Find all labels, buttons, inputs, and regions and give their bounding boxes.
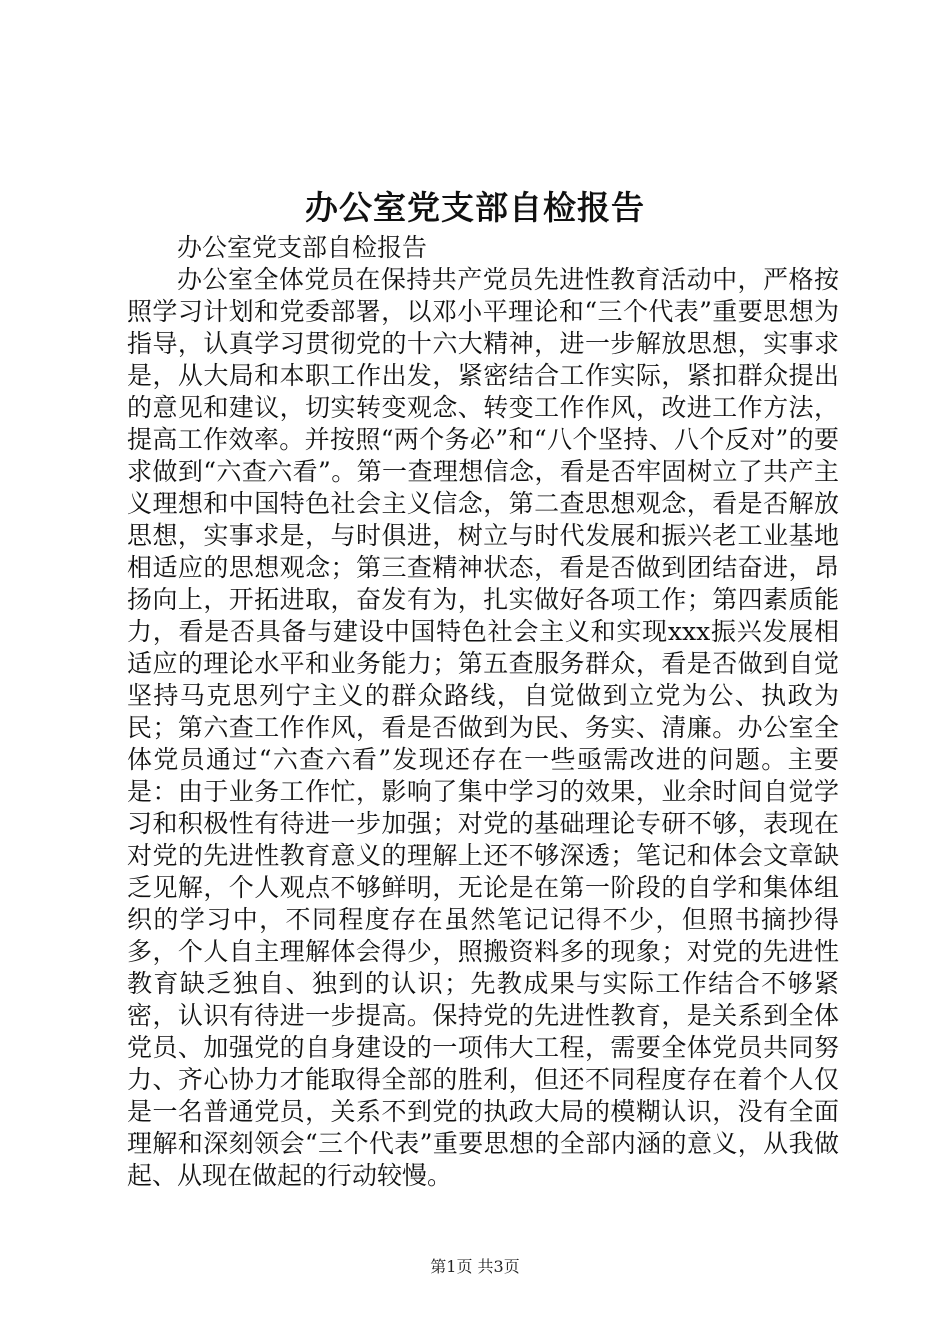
document-title: 办公室党支部自检报告 bbox=[305, 188, 645, 227]
page-number-footer: 第1页 共3页 bbox=[430, 1257, 520, 1276]
body-paragraph-subtitle: 办公室党支部自检报告 bbox=[177, 233, 428, 262]
body-paragraph-main: 办公室全体党员在保持共产党员先进性教育活动中，严格按照学习计划和党委部署，以邓小平理论和“三个代表”重要思想为指导，认真学习贯彻党的十六大精神，进一步解放思想，实事求是，从大局和本职工作出发，紧密结合工作实际，紧扣群众提出的意见和建议，切实转变观念、转变工作作风，改进工作方法，提高工作效率。并按照“两个务必”和“八个坚持、八个反对”的要求做到“六查六看”。第一查理想信念，看是否牢固树立了共产主义理想和中国特色社会主义信念，第二查思想观念，看是否解放思想，实事求是，与时俱进，树立与时代发展和振兴老工业基地相适应的思想观念；第三查精神状态，看是否做到团结奋进，昂扬向上，开拓进取，奋发有为，扎实做好各项工作；第四素质能力，看是否具备与建设中国特色社会主义和实现xxx振兴发展相适应的理论水平和业务能力；第五查服务群众，看是否做到自觉坚持马克思列宁主义的群众路线，自觉做到立党为公、执政为民；第六查工作作风，看是否做到为民、务实、清廉。办公室全体党员通过“六查六看”发现还存在一些亟需改进的问题。主要是：由于业务工作忙，影响了集中学习的效果，业余时间自觉学习和积极性有待进一步加强；对党的基础理论专研不够，表现在对党的先进性教育意义的理解上还不够深透；笔记和体会文章缺乏见解，个人观点不够鲜明，无论是在第一阶段的自学和集体组织的学习中，不同程度存在虽然笔记记得不少，但照书摘抄得多，个人自主理解体会得少，照搬资料多的现象；对党的先进性教育缺乏独自、独到的认识；先教成果与实际工作结合不够紧密，认识有待进一步提高。保持党的先进性教育，是关系到全体党员、加强党的自身建设的一项伟大工程，需要全体党员共同努力、齐心协力才能取得全部的胜利，但还不同程度存在着个人仅是一名普通党员，关系不到党的执政大局的模糊认识，没有全面理解和深刻领会“三个代表”重要思想的全部内涵的意义，从我做起、从现在做起的行动较慢。 bbox=[127, 265, 839, 1190]
document-body bbox=[127, 232, 839, 1192]
